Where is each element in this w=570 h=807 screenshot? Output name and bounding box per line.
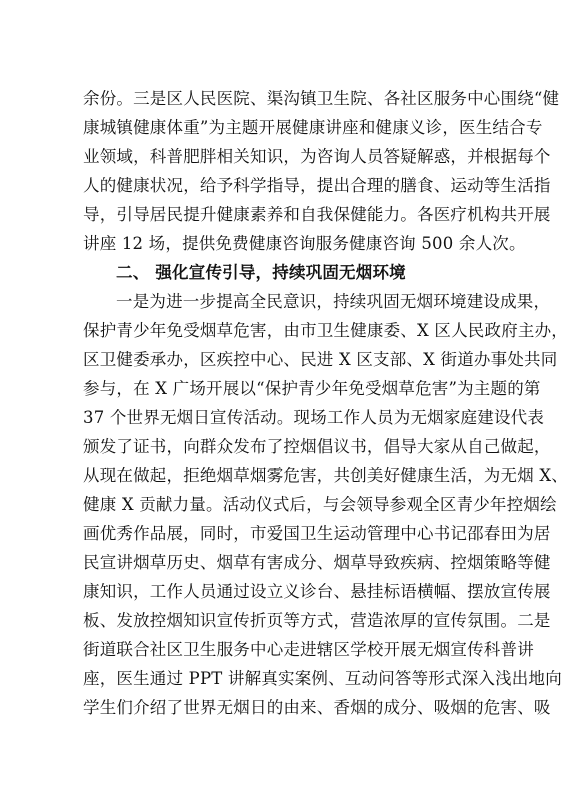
paragraph-line: 业领域，科普肥胖相关知识，为咨询人员答疑解惑，并根据每个 [83,147,551,166]
paragraph-line: 民宣讲烟草历史、烟草有害成分、烟草导致疾病、控烟策略等健 [83,553,551,572]
paragraph-line: 导，引导居民提升健康素养和自我保健能力。各医疗机构共开展 [83,205,551,224]
paragraph-line: 画优秀作品展，同时，市爱国卫生运动管理中心书记邵春田为居 [83,524,551,543]
paragraph-line: 区卫健委承办，区疾控中心、民进 X 区支部、X 街道办事处共同 [83,350,558,369]
paragraph-line: 一是为进一步提高全民意识，持续巩固无烟环境建设成果， [116,292,551,311]
paragraph-line: 康城镇健康体重”为主题开展健康讲座和健康义诊，医生结合专 [83,118,543,137]
paragraph-line: 座，医生通过 PPT 讲解真实案例、互动问答等形式深入浅出地向 [83,669,562,688]
paragraph-line: 人的健康状况，给予科学指导，提出合理的膳食、运动等生活指 [83,176,551,195]
paragraph-line: 37 个世界无烟日宣传活动。现场工作人员为无烟家庭建设代表 [83,408,545,427]
paragraph-line: 街道联合社区卫生服务中心走进辖区学校开展无烟宣传科普讲 [83,640,534,659]
paragraph-line: 健康 X 贡献力量。活动仪式后，与会领导参观全区青少年控烟绘 [83,495,557,514]
paragraph-line: 保护青少年免受烟草危害，由市卫生健康委、X 区人民政府主办， [83,321,568,340]
paragraph-line: 学生们介绍了世界无烟日的由来、香烟的成分、吸烟的危害、吸 [83,698,551,717]
section-heading: 二、 强化宣传引导，持续巩固无烟环境 [116,263,406,282]
paragraph-line: 康知识，工作人员通过设立义诊台、悬挂标语横幅、摆放宣传展 [83,582,551,601]
paragraph-line: 参与，在 X 广场开展以“保护青少年免受烟草危害”为主题的第 [83,379,541,398]
paragraph-line: 讲座 12 场，提供免费健康咨询服务健康咨询 500 余人次。 [83,234,526,253]
paragraph-line: 从现在做起，拒绝烟草烟雾危害，共创美好健康生活，为无烟 X、 [83,466,568,485]
paragraph-line: 颁发了证书，向群众发布了控烟倡议书，倡导大家从自己做起， [83,437,551,456]
paragraph-line: 板、发放控烟知识宣传折页等方式，营造浓厚的宣传氛围。二是 [83,611,551,630]
paragraph-line: 余份。三是区人民医院、渠沟镇卫生院、各社区服务中心围绕“健 [83,89,560,108]
